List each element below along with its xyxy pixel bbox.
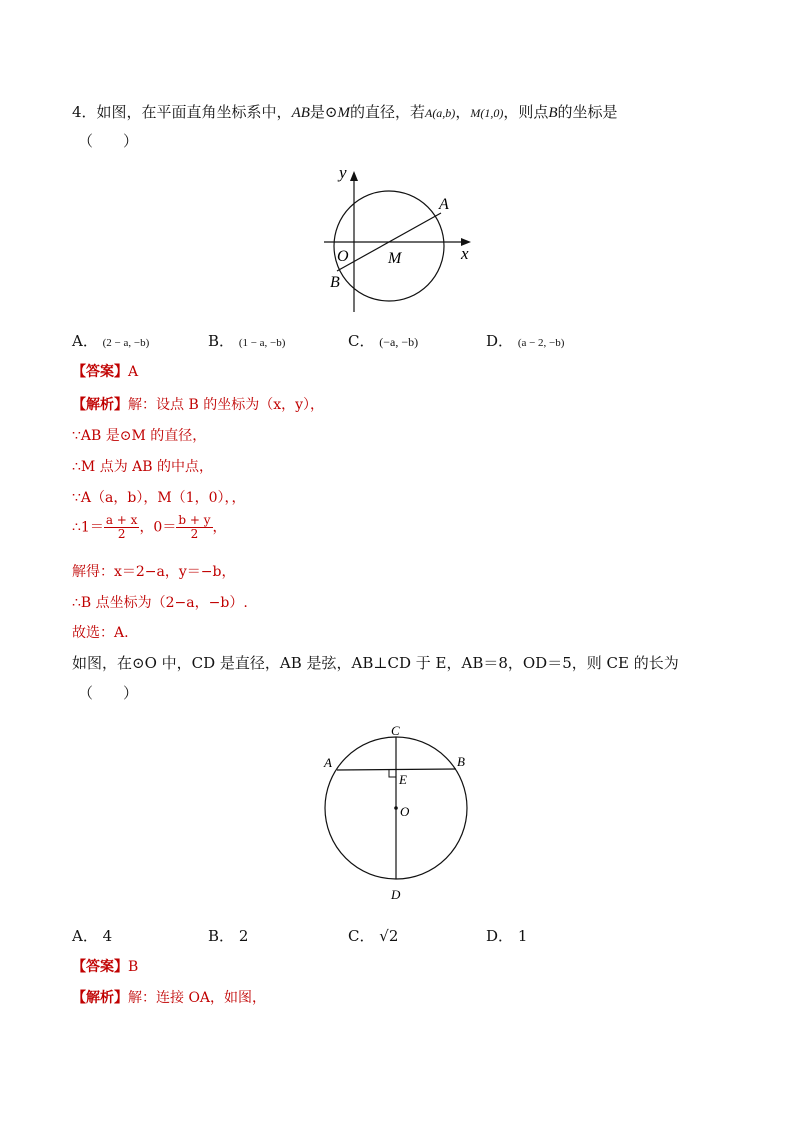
q4-analysis-line-4: ∵A（a，b），M（1，0），， [72, 490, 246, 506]
q4-analysis-equation: ∴1＝ $\frac{a + x}{2}$ ，0＝ $\frac{b + y}{2}$ ， [72, 513, 227, 541]
chord-ab [337, 769, 456, 770]
right-angle-mark [389, 770, 396, 777]
q4-option-c: C． (−a, −b) [348, 332, 419, 350]
label-a: A [324, 755, 332, 770]
label-e: E [399, 772, 407, 787]
q5-option-c: C． √2 [348, 927, 399, 945]
label-d: D [391, 887, 401, 902]
q4-analysis-line-5: 解得：x＝2−a，y＝−b， [72, 564, 236, 580]
center-point-o [394, 806, 398, 810]
label-a: A [439, 196, 449, 213]
y-axis-arrow [350, 171, 358, 181]
label-m: M [388, 250, 402, 267]
label-b: B [457, 754, 465, 769]
q4-analysis-line-6: ∴B 点坐标为（2−a，−b）. [72, 595, 248, 611]
label-c: C [391, 723, 400, 738]
q4-option-d: D． (a − 2, −b) [486, 332, 565, 350]
q4-analysis-line-1: 【解析】解：设点 B 的坐标为（x，y）， [72, 397, 324, 413]
label-o: O [400, 804, 410, 819]
label-o: O [337, 248, 349, 265]
q4-option-b: B． (1 − a, −b) [208, 332, 286, 350]
q4-analysis-line-3: ∴M 点为 AB 的中点， [72, 459, 213, 475]
q5-option-b: B． 2 [208, 927, 249, 945]
q4-answer-paren: （ ） [78, 132, 139, 150]
q4-analysis-line-2: ∵AB 是⊙M 的直径， [72, 428, 207, 444]
q5-stem: 如图，在⊙O 中，CD 是直径，AB 是弦，AB⊥CD 于 E，AB＝8，OD＝5，则 CE 的长为 [72, 654, 679, 672]
q5-figure [318, 722, 478, 907]
label-x: x [461, 244, 469, 263]
q5-analysis-line-1: 【解析】解：连接 OA，如图， [72, 990, 267, 1006]
q4-option-a: A． (2 − a, −b) [72, 332, 150, 350]
circle-m [334, 191, 444, 301]
label-b: B [330, 274, 340, 291]
q4-answer: 【答案】A [72, 364, 139, 380]
q4-figure [315, 160, 485, 320]
label-y: y [339, 163, 347, 182]
q5-answer-paren: （ ） [78, 684, 139, 702]
q4-stem: 4．如图，在平面直角坐标系中，AB是⊙M的直径，若A(a,b)，M(1,0)，则点B的坐标是 [72, 103, 618, 121]
q4-analysis-line-7: 故选：A. [72, 625, 129, 641]
q5-option-d: D． 1 [486, 927, 528, 945]
q5-option-a: A． 4 [72, 927, 113, 945]
q5-answer: 【答案】B [72, 959, 139, 975]
